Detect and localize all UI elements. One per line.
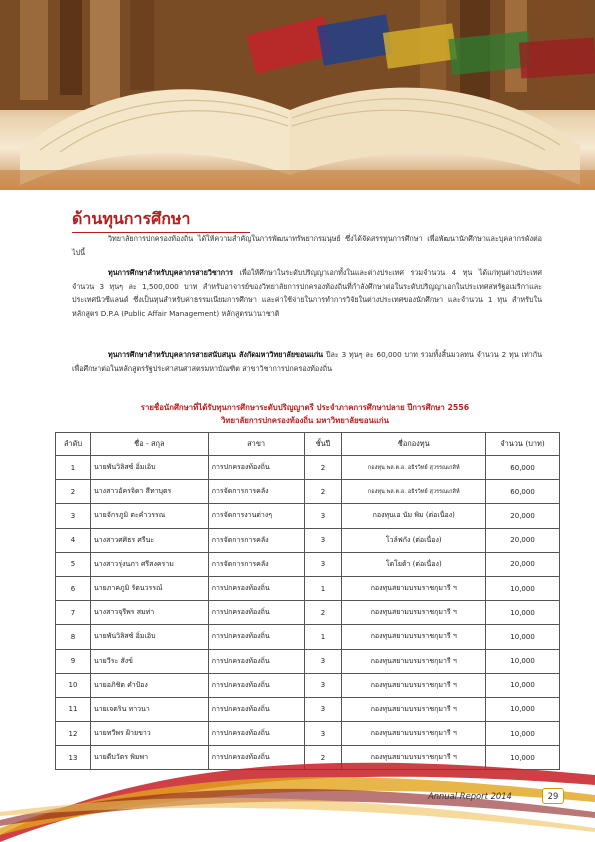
table-row xyxy=(56,649,560,673)
cell-amount: 10,000 xyxy=(486,746,560,770)
cell-year: 2 xyxy=(304,456,342,480)
cell-fund: กองทุนสยามบรมราชกุมารี ฯ xyxy=(342,576,486,600)
cell-year: 2 xyxy=(304,601,342,625)
cell-amount: 60,000 xyxy=(486,456,560,480)
cell-major: การปกครองท้องถิ่น xyxy=(208,697,304,721)
cell-fund: กองทุนสยามบรมราชกุมารี ฯ xyxy=(342,625,486,649)
cell-name: นางสาวศศิธร ศรีนะ xyxy=(90,528,208,552)
cell-year: 2 xyxy=(304,746,342,770)
cell-name: นางสาวจุรีพร สมท่า xyxy=(90,601,208,625)
table-caption-line1: รายชื่อนักศึกษาที่ได้รับทุนการศึกษาระดับปริญญาตรี ประจำภาคการศึกษาปลาย ปีการศึกษา 2556 xyxy=(140,403,470,412)
cell-major: การปกครองท้องถิ่น xyxy=(208,456,304,480)
table-header-row xyxy=(56,433,560,456)
cell-no: 4 xyxy=(56,528,91,552)
cell-name: นายเจตริน ทาวนา xyxy=(90,697,208,721)
cell-year: 3 xyxy=(304,528,342,552)
cell-year: 1 xyxy=(304,625,342,649)
hero-book-image xyxy=(0,0,595,190)
support-staff-text: ปีละ 3 ทุนๆ ละ 60,000 บาท รวมทั้งสิ้นมวลทน จำนวน 2 ทุน เท่ากัน เพื่อศึกษาต่อในหลักสูตรรัฐประศาสนศาสตรมหาบัณฑิต สาขาวิชาการปกครองท้องถิ่น xyxy=(72,350,543,373)
open-book-illustration xyxy=(0,0,595,190)
cell-name: นายพันวิลิสซ์ อิ่มเอิบ xyxy=(90,456,208,480)
cell-major: การปกครองท้องถิ่น xyxy=(208,649,304,673)
academic-staff-text: เพื่อให้ศึกษาในระดับปริญญาเอกทั้งในและต่างประเทศ รวมจำนวน 4 ทุน ได้แก่ทุนต่างประเทศ จำนวน 3 ทุนๆ ละ 1,500,000 บาท สำหรับอาจารย์ของวิทยาลัยการปกครองท้องถิ่นที่กำลังศึกษาต่อในระดับปริญญาเอกในประเทศสหรัฐอเมริกาและประเทศนิวซีแลนด์ ซึ่งเป็นทุนสำหรับค่าธรรมเนียมการศึกษา และค่าใช้จ่ายในการทำการวิจัยในต่างประเทศของนักศึกษา และจำนวน 1 ทุน สำหรับในหลักสูตร D.P.A (Public Affair Management) หลักสูตรนานาชาติ xyxy=(72,268,542,318)
cell-no: 9 xyxy=(56,649,91,673)
academic-staff-heading: ทุนการศึกษาสำหรับบุคลากรสายวิชาการ xyxy=(108,268,234,277)
header-amount: จำนวน (บาท) xyxy=(486,433,560,456)
cell-major: การจัดการการคลัง xyxy=(208,528,304,552)
academic-staff-paragraph xyxy=(72,266,542,320)
cell-year: 3 xyxy=(304,649,342,673)
cell-no: 1 xyxy=(56,456,91,480)
cell-name: นายทวีพร ฝ้ายขาว xyxy=(90,722,208,746)
cell-major: การปกครองท้องถิ่น xyxy=(208,601,304,625)
cell-no: 8 xyxy=(56,625,91,649)
cell-fund: กองทุนสยามบรมราชกุมารี ฯ xyxy=(342,746,486,770)
cell-amount: 10,000 xyxy=(486,697,560,721)
header-fund: ชื่อกองทุน xyxy=(342,433,486,456)
table-caption-line2: วิทยาลัยการปกครองท้องถิ่น มหาวิทยาลัยขอนแก่น xyxy=(221,416,389,425)
cell-no: 11 xyxy=(56,697,91,721)
support-staff-heading: ทุนการศึกษาสำหรับบุคลากรสายสนับสนุน สังกัดมหาวิทยาลัยขอนแก่น xyxy=(108,350,324,359)
cell-no: 10 xyxy=(56,673,91,697)
cell-major: การปกครองท้องถิ่น xyxy=(208,625,304,649)
header-name: ชื่อ - สกุล xyxy=(90,433,208,456)
page-number: 29 xyxy=(542,788,564,804)
cell-major: การจัดการการคลัง xyxy=(208,552,304,576)
cell-amount: 60,000 xyxy=(486,480,560,504)
cell-major: การปกครองท้องถิ่น xyxy=(208,576,304,600)
cell-fund: กองทุนสยามบรมราชกุมารี ฯ xyxy=(342,601,486,625)
cell-amount: 10,000 xyxy=(486,601,560,625)
cell-fund: กองทุน พล.ต.อ. อธิรวิทย์ สุวรรณเกสิห์ xyxy=(342,456,486,480)
scholarship-table xyxy=(55,432,560,770)
cell-name: นายพันวิลิสซ์ อิ่มเอิบ xyxy=(90,625,208,649)
section-title: ด้านทุนการศึกษา xyxy=(72,207,250,233)
cell-amount: 20,000 xyxy=(486,504,560,528)
cell-amount: 20,000 xyxy=(486,552,560,576)
cell-name: นายอภิชิต คำป้อง xyxy=(90,673,208,697)
cell-name: นายวีระ สังข์ xyxy=(90,649,208,673)
cell-year: 3 xyxy=(304,722,342,746)
header-year: ชั้นปี xyxy=(304,433,342,456)
cell-fund: โตโยต้า (ต่อเนื่อง) xyxy=(342,552,486,576)
table-row xyxy=(56,504,560,528)
cell-no: 5 xyxy=(56,552,91,576)
table-row xyxy=(56,697,560,721)
cell-fund: กองทุนสยามบรมราชกุมารี ฯ xyxy=(342,649,486,673)
cell-fund: กองทุน พล.ต.อ. อธิรวิทย์ สุวรรณเกสิห์ xyxy=(342,480,486,504)
cell-year: 3 xyxy=(304,504,342,528)
cell-fund: กองทุนสยามบรมราชกุมารี ฯ xyxy=(342,697,486,721)
cell-fund: กองทุนสยามบรมราชกุมารี ฯ xyxy=(342,673,486,697)
table-row xyxy=(56,673,560,697)
cell-year: 1 xyxy=(304,576,342,600)
cell-fund: กองทุนเอ นัม พิม (ต่อเนื่อง) xyxy=(342,504,486,528)
annual-report-label: Annual Report 2014 xyxy=(428,791,512,801)
cell-major: การปกครองท้องถิ่น xyxy=(208,673,304,697)
table-row xyxy=(56,552,560,576)
cell-major: การจัดการการคลัง xyxy=(208,480,304,504)
cell-no: 7 xyxy=(56,601,91,625)
cell-amount: 10,000 xyxy=(486,673,560,697)
cell-no: 12 xyxy=(56,722,91,746)
cell-amount: 10,000 xyxy=(486,625,560,649)
table-row xyxy=(56,576,560,600)
cell-no: 13 xyxy=(56,746,91,770)
table-row xyxy=(56,528,560,552)
cell-name: นางสาวรุ่งนภา ศรีสงคราม xyxy=(90,552,208,576)
cell-fund: โวล์ฟกัง (ต่อเนื่อง) xyxy=(342,528,486,552)
cell-year: 3 xyxy=(304,673,342,697)
cell-amount: 10,000 xyxy=(486,649,560,673)
cell-year: 3 xyxy=(304,552,342,576)
cell-name: นางสาวอัครจิดา สีทาบุตร xyxy=(90,480,208,504)
table-row xyxy=(56,480,560,504)
cell-year: 3 xyxy=(304,697,342,721)
table-row xyxy=(56,456,560,480)
cell-no: 3 xyxy=(56,504,91,528)
cell-major: การปกครองท้องถิ่น xyxy=(208,746,304,770)
header-major: สาขา xyxy=(208,433,304,456)
cell-name: นายดีบวัตร พิมพา xyxy=(90,746,208,770)
cell-year: 2 xyxy=(304,480,342,504)
cell-major: การจัดการงานต่างๆ xyxy=(208,504,304,528)
cell-no: 6 xyxy=(56,576,91,600)
support-staff-paragraph xyxy=(72,348,542,375)
header-no: ลำดับ xyxy=(56,433,91,456)
intro-text: วิทยาลัยการปกครองท้องถิ่น ได้ให้ความสำคัญในการพัฒนาทรัพยากรมนุษย์ ซึ่งได้จัดสรรทุนการศึกษา เพื่อพัฒนานักศึกษาและบุคลากรดังต่อไปนี้ xyxy=(72,234,542,257)
table-row xyxy=(56,601,560,625)
cell-amount: 20,000 xyxy=(486,528,560,552)
cell-fund: กองทุนสยามบรมราชกุมารี ฯ xyxy=(342,722,486,746)
table-row xyxy=(56,625,560,649)
intro-paragraph xyxy=(72,232,542,259)
cell-no: 2 xyxy=(56,480,91,504)
cell-amount: 10,000 xyxy=(486,576,560,600)
cell-amount: 10,000 xyxy=(486,722,560,746)
cell-name: นายภาคภูมิ รัตนวรรณ์ xyxy=(90,576,208,600)
cell-name: นายจักรภูมิ ตะคำวรรณ xyxy=(90,504,208,528)
cell-major: การปกครองท้องถิ่น xyxy=(208,722,304,746)
